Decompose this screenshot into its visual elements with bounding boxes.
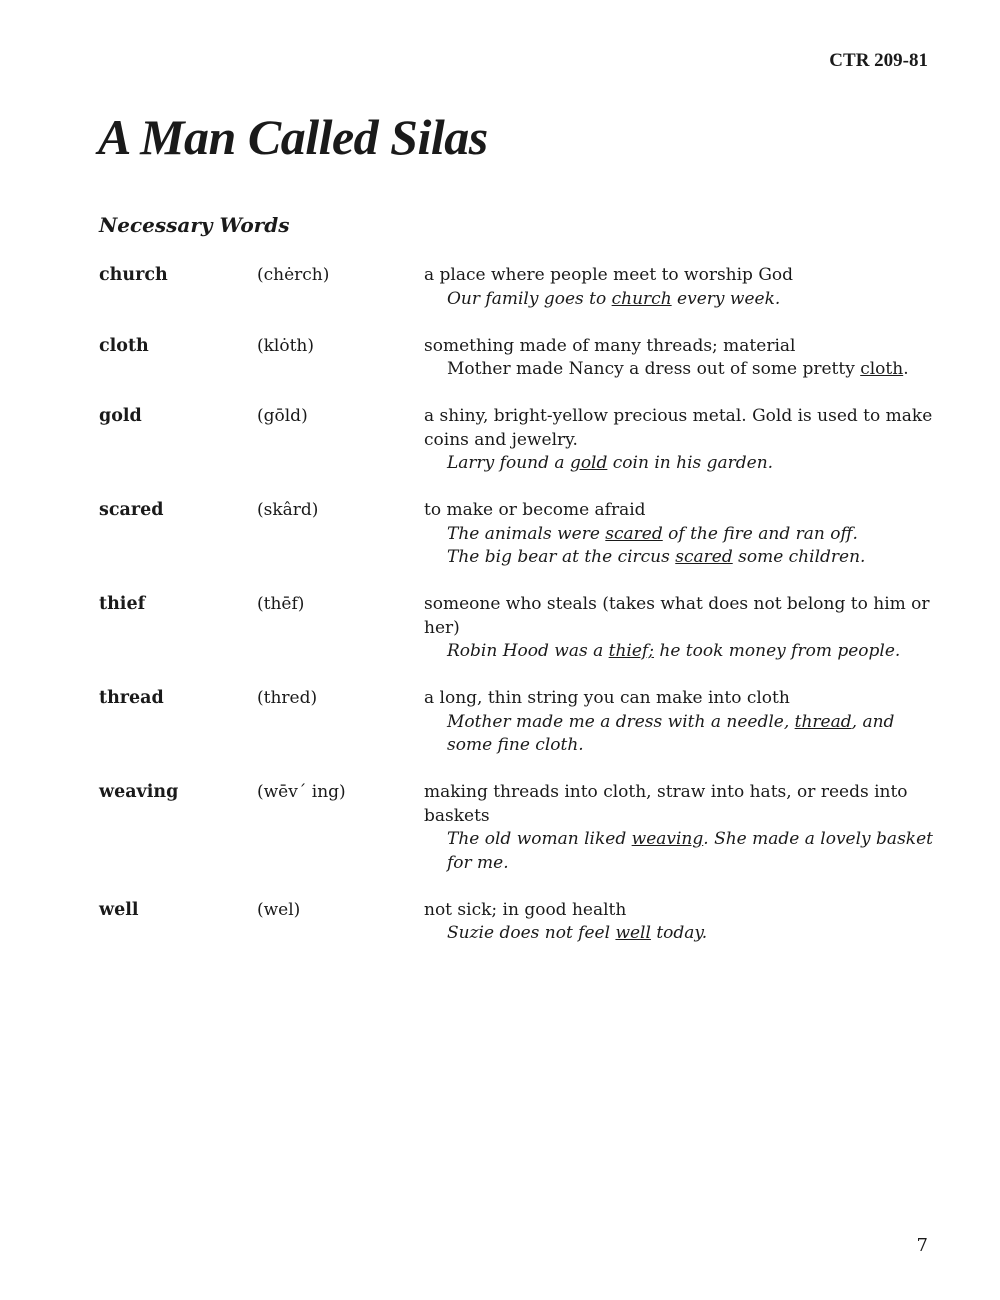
example-target-word: scared	[605, 523, 663, 544]
page-number: 7	[916, 1235, 928, 1256]
example-sentence	[424, 711, 934, 758]
definition-block	[424, 593, 934, 664]
example-text: Our family goes to	[447, 288, 612, 309]
vocab-entry	[99, 405, 939, 476]
example-target-word: scared	[675, 547, 733, 567]
vocab-word: scared	[99, 500, 164, 520]
definition-block	[424, 687, 934, 758]
example-sentence	[424, 640, 934, 664]
vocab-pronunciation: (klȯth)	[257, 335, 315, 356]
example-sentence	[424, 288, 934, 312]
definition-block	[424, 264, 934, 311]
example-sentence	[424, 358, 934, 382]
vocab-word: thief	[99, 594, 146, 614]
definition-block	[424, 781, 934, 875]
example-text: Mother made me a dress with a needle,	[447, 711, 795, 732]
vocab-pronunciation: (skârd)	[257, 500, 319, 520]
example-target-word: gold	[569, 453, 608, 473]
example-target-word: weaving	[631, 829, 704, 849]
vocab-entry	[99, 781, 939, 875]
example-target-word: cloth	[860, 359, 904, 379]
example-text: of the fire and ran off.	[662, 523, 858, 544]
vocab-pronunciation: (chėrch)	[257, 265, 330, 285]
vocab-definition: not sick; in good health	[424, 899, 627, 920]
vocab-word: gold	[99, 406, 142, 426]
definition-block	[424, 405, 934, 476]
vocab-word: well	[99, 899, 139, 920]
vocab-definition: something made of many threads; material	[424, 335, 796, 356]
section-heading: Necessary Words	[99, 213, 290, 237]
example-sentence	[424, 828, 934, 875]
example-text: The animals were	[447, 523, 606, 544]
example-target-word: church	[611, 288, 672, 309]
vocab-definition: making threads into cloth, straw into hats, or reeds into baskets	[424, 782, 908, 826]
example-sentence	[424, 452, 934, 476]
example-text: Suzie does not feel	[447, 923, 616, 943]
example-text: Mother made Nancy a dress out of some pretty	[447, 359, 861, 379]
document-code: CTR 209-81	[829, 50, 928, 71]
vocab-entry	[99, 264, 939, 311]
vocab-word: weaving	[99, 782, 179, 802]
example-text: .	[903, 359, 909, 379]
vocab-definition: someone who steals (takes what does not belong to him or her)	[424, 594, 930, 638]
example-target-word: thief;	[608, 641, 654, 661]
definition-block	[424, 899, 934, 946]
vocab-definition: a shiny, bright-yellow precious metal. Gold is used to make coins and jewelry.	[424, 406, 933, 450]
vocab-entry	[99, 593, 939, 664]
vocab-word: thread	[99, 688, 164, 708]
definition-block	[424, 499, 934, 570]
example-text: Robin Hood was a	[447, 641, 609, 661]
vocab-pronunciation: (thēf)	[257, 594, 305, 614]
page-title: A Man Called Silas	[98, 109, 488, 165]
vocab-entry	[99, 499, 939, 570]
example-text: coin in his garden.	[607, 453, 774, 473]
example-text: he took money from people.	[653, 641, 901, 661]
example-text: The big bear at the circus	[447, 547, 676, 567]
vocab-entry	[99, 335, 939, 382]
example-target-word: thread	[794, 711, 852, 732]
vocab-pronunciation: (wēv´ ing)	[257, 782, 346, 802]
example-sentence	[424, 922, 934, 946]
example-text: every week.	[671, 288, 781, 309]
example-text: , and some fine cloth.	[447, 711, 895, 755]
example-text: some children.	[732, 547, 866, 567]
vocabulary-list	[99, 264, 939, 969]
vocab-pronunciation: (gōld)	[257, 406, 308, 426]
vocab-entry	[99, 899, 939, 946]
example-target-word: well	[615, 923, 651, 943]
vocab-pronunciation: (thred)	[257, 688, 318, 708]
example-text: The old woman liked	[447, 829, 632, 849]
example-text: . She made a lovely basket for me.	[447, 829, 933, 873]
example-text: Larry found a	[447, 453, 570, 473]
definition-block	[424, 335, 934, 382]
example-sentence	[424, 546, 934, 570]
vocab-definition: a place where people meet to worship God	[424, 265, 794, 285]
vocab-entry	[99, 687, 939, 758]
vocab-word: cloth	[99, 335, 149, 356]
vocab-definition: a long, thin string you can make into cloth	[424, 688, 790, 708]
vocab-pronunciation: (wel)	[257, 899, 301, 920]
example-sentence	[424, 523, 934, 547]
vocab-word: church	[99, 265, 168, 285]
example-text: today.	[650, 923, 708, 943]
vocab-definition: to make or become afraid	[424, 500, 646, 520]
